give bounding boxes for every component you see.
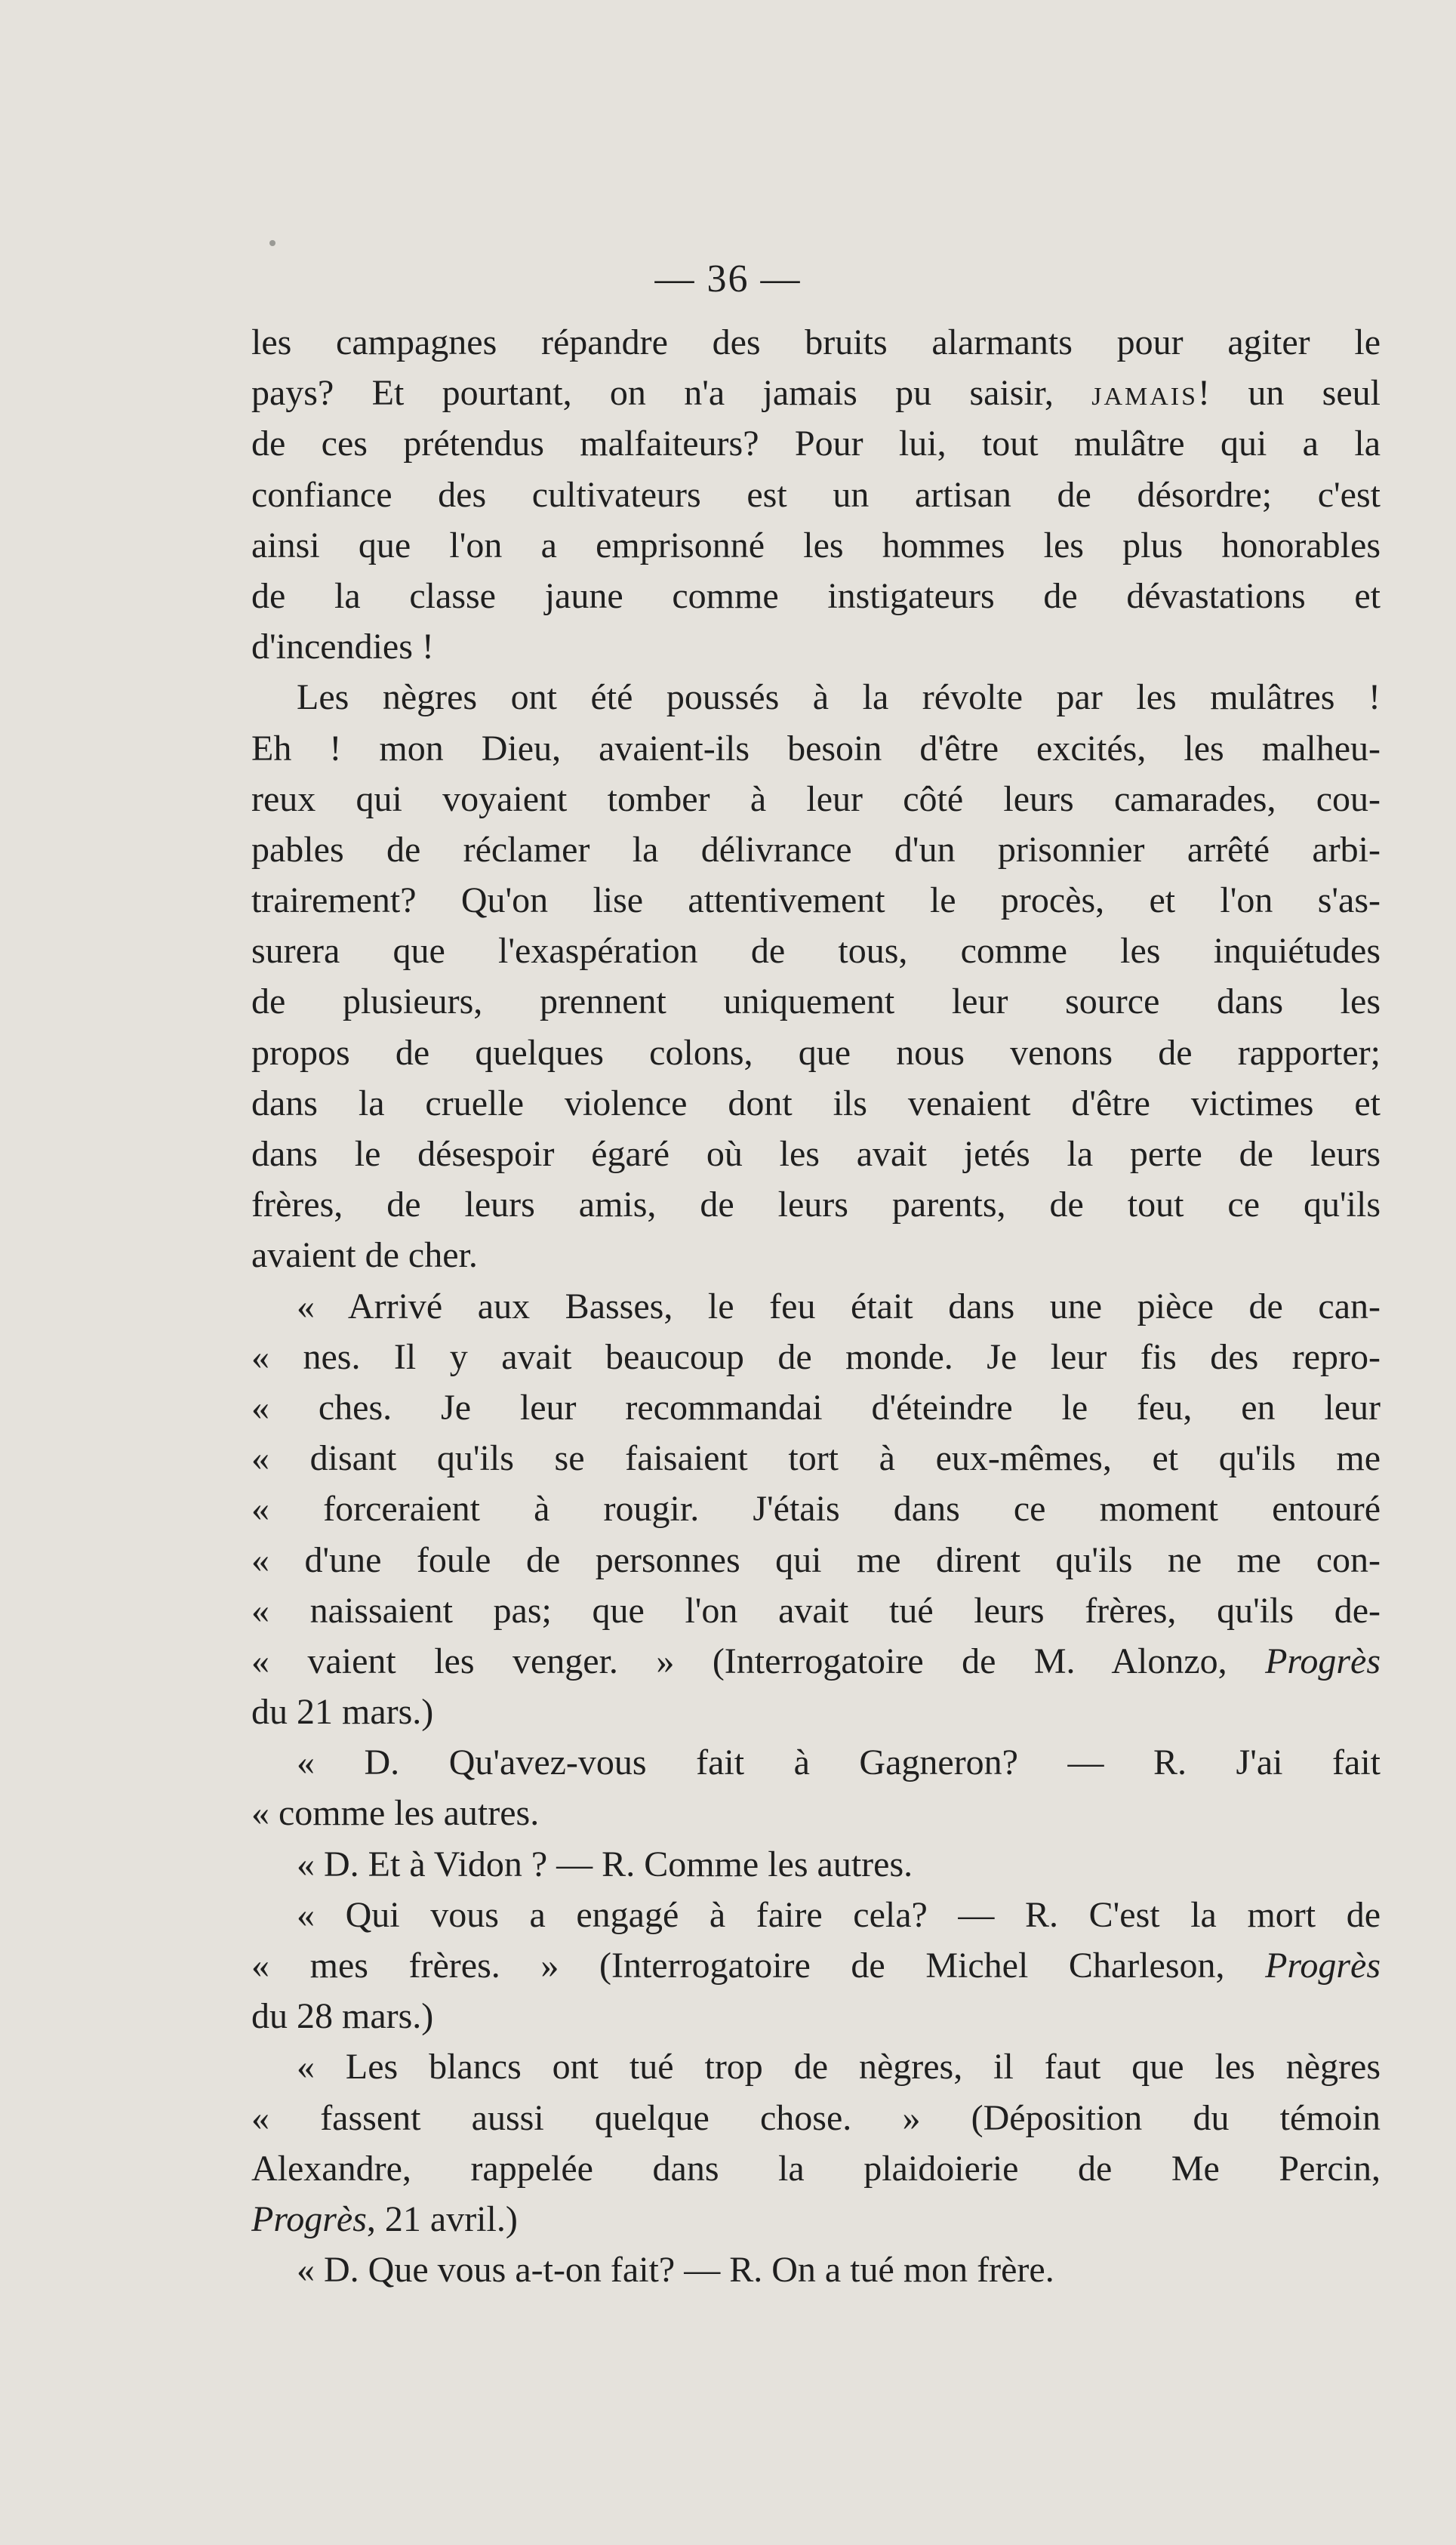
text-line: propos de quelques colons, que nous venons de rapporter; (251, 1032, 1381, 1073)
text-line: « ches. Je leur recommandai d'éteindre le feu, en leur (251, 1387, 1381, 1428)
page-speck (269, 240, 276, 246)
text-line: surera que l'exaspération de tous, comme les inquiétudes (251, 931, 1381, 972)
text-line: ainsi que l'on a emprisonné les hommes les plus honorables (251, 525, 1381, 565)
text-line: « forceraient à rougir. J'étais dans ce moment entouré (251, 1489, 1381, 1530)
text-line: dans la cruelle violence dont ils venaient d'être victimes et (251, 1083, 1381, 1123)
text-line: les campagnes répandre des bruits alarmants pour agiter le (251, 322, 1381, 362)
text-line: « D. Que vous a-t-on fait? — R. On a tué mon frère. (297, 2250, 1054, 2291)
text-line: « vaient les venger. » (Interrogatoire de M. Alonzo, Progrès (251, 1641, 1381, 1681)
text-line: pables de réclamer la délivrance d'un prisonnier arrêté arbi- (251, 829, 1381, 870)
text-line: Progrès, 21 avril.) (251, 2198, 518, 2239)
text-line: Eh ! mon Dieu, avaient-ils besoin d'être excités, les malheu- (251, 728, 1381, 769)
text-line: « Les blancs ont tué trop de nègres, il faut que les nègres (297, 2047, 1381, 2087)
text-line: Les nègres ont été poussés à la révolte par les mulâtres ! (297, 677, 1381, 718)
text-line: « D. Qu'avez-vous fait à Gagneron? — R. J'ai fait (297, 1742, 1381, 1783)
text-line: de ces prétendus malfaiteurs? Pour lui, tout mulâtre qui a la (251, 424, 1381, 464)
text-line: de la classe jaune comme instigateurs de dévastations et (251, 575, 1381, 616)
text-line: « Arrivé aux Basses, le feu était dans une pièce de can- (297, 1286, 1381, 1326)
text-line: du 21 mars.) (251, 1692, 434, 1733)
text-line: confiance des cultivateurs est un artisan de désordre; c'est (251, 474, 1381, 515)
text-line: pays? Et pourtant, on n'a jamais pu saisir, JAMAIS! un seul (251, 373, 1381, 414)
page-number: — 36 — (654, 257, 802, 300)
text-line: trairement? Qu'on lise attentivement le procès, et l'on s'as- (251, 880, 1381, 921)
text-line: du 28 mars.) (251, 1996, 434, 2037)
text-line: « mes frères. » (Interrogatoire de Michel Charleson, Progrès (251, 1946, 1381, 1986)
text-line: « fassent aussi quelque chose. » (Déposition du témoin (251, 2097, 1381, 2138)
text-line: « Qui vous a engagé à faire cela? — R. C'est la mort de (297, 1894, 1381, 1935)
text-line: de plusieurs, prennent uniquement leur source dans les (251, 981, 1381, 1022)
text-line: « nes. Il y avait beaucoup de monde. Je leur fis des repro- (251, 1336, 1381, 1377)
text-line: « comme les autres. (251, 1793, 540, 1834)
body-text (251, 317, 1381, 2295)
text-line: frères, de leurs amis, de leurs parents, de tout ce qu'ils (251, 1185, 1381, 1225)
text-line: « naissaient pas; que l'on avait tué leurs frères, qu'ils de- (251, 1590, 1381, 1631)
text-line: « disant qu'ils se faisaient tort à eux-mêmes, et qu'ils me (251, 1438, 1381, 1479)
text-line: avaient de cher. (251, 1235, 478, 1276)
text-line: dans le désespoir égaré où les avait jetés la perte de leurs (251, 1134, 1381, 1174)
text-line: Alexandre, rappelée dans la plaidoierie de Me Percin, (251, 2148, 1381, 2189)
text-line: reux qui voyaient tomber à leur côté leurs camarades, cou- (251, 778, 1381, 819)
text-line: « D. Et à Vidon ? — R. Comme les autres. (297, 1844, 913, 1884)
text-line: « d'une foule de personnes qui me dirent qu'ils ne me con- (251, 1539, 1381, 1580)
text-line: d'incendies ! (251, 627, 434, 667)
